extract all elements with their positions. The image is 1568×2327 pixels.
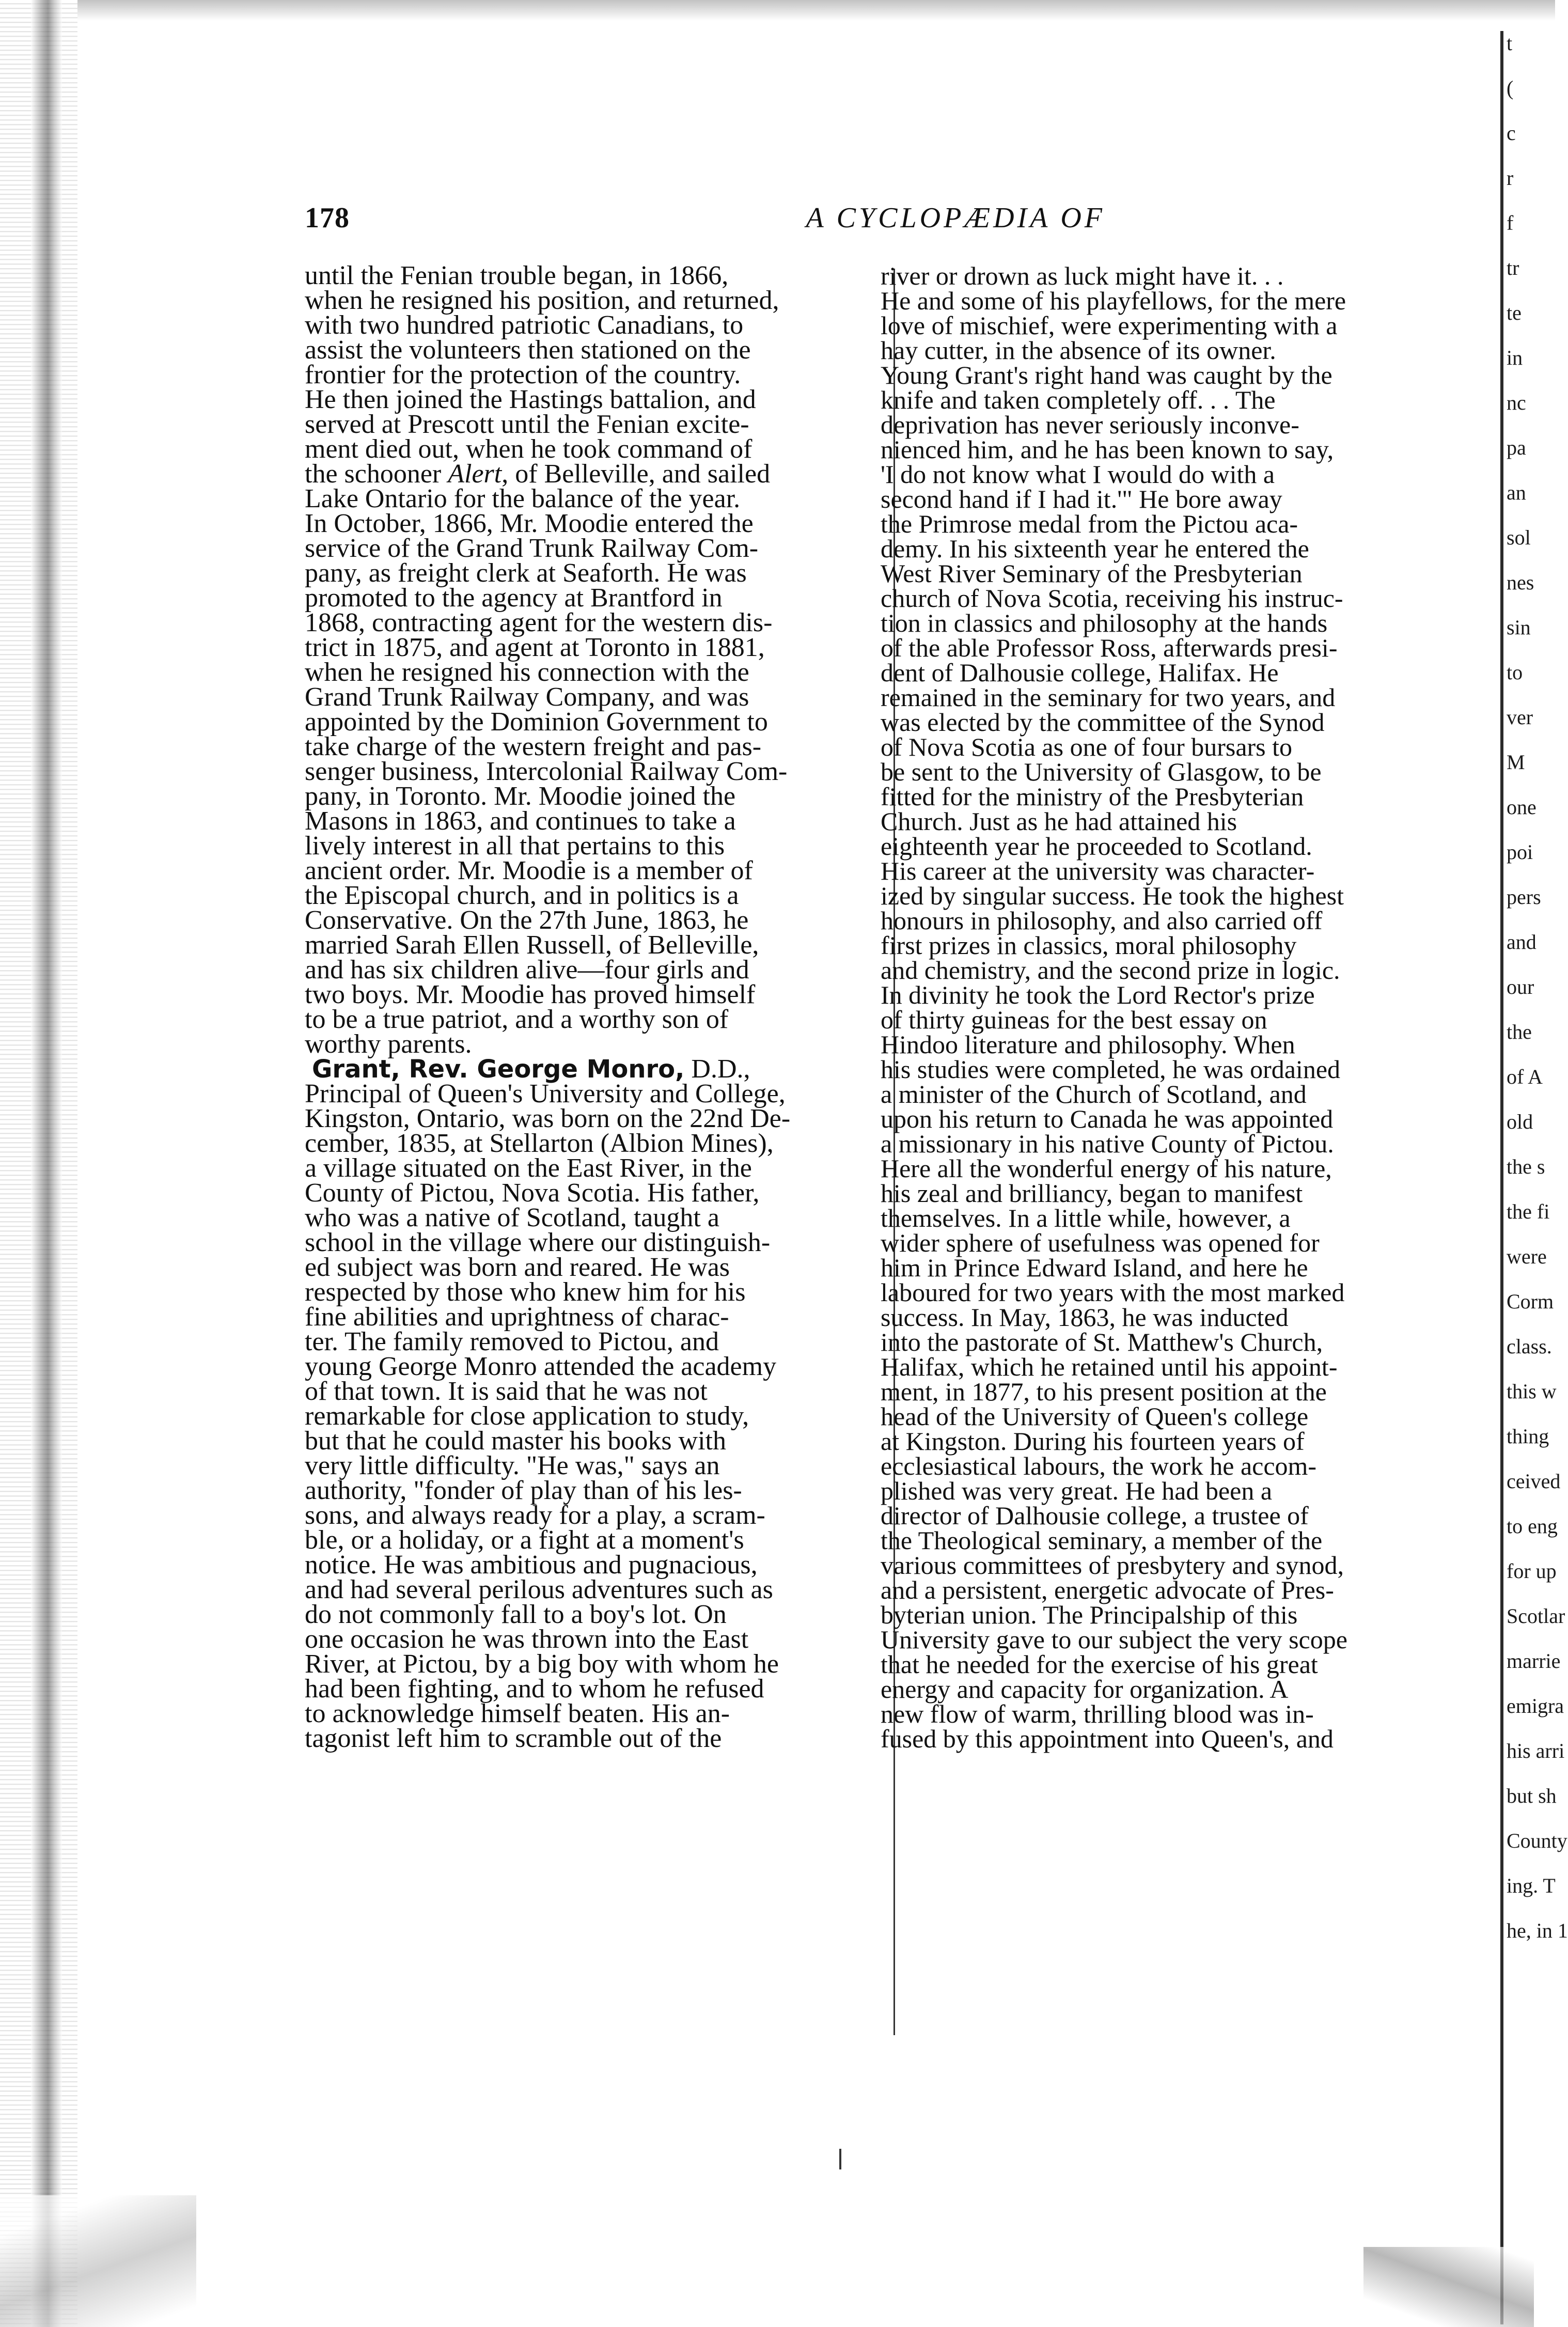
adjacent-page-fragment: an xyxy=(1507,481,1526,504)
text-line: when he resigned his position, and returned, xyxy=(305,286,779,315)
text-line: the Theological seminary, a member of the xyxy=(881,1526,1323,1555)
text-line: University gave to our subject the very scope xyxy=(881,1625,1347,1654)
scan-top-edge xyxy=(77,0,1555,21)
text-line: Church. Just as he had attained his xyxy=(881,807,1237,836)
adjacent-page-fragment: one xyxy=(1507,795,1536,819)
adjacent-page-fragment: nc xyxy=(1507,391,1526,414)
text-line: knife and taken completely off. . . The xyxy=(881,385,1276,414)
adjacent-page-fragment: this w xyxy=(1507,1380,1557,1403)
adjacent-page-fragment: the xyxy=(1507,1020,1532,1043)
text-line: of thirty guineas for the best essay on xyxy=(881,1005,1267,1034)
text-line: themselves. In a little while, however, a xyxy=(881,1204,1291,1232)
text-line: Young Grant's right hand was caught by the xyxy=(881,361,1332,389)
text-line: worthy parents. xyxy=(305,1029,472,1059)
text-line: He then joined the Hastings battalion, and xyxy=(305,385,756,414)
adjacent-page-fragment: t xyxy=(1507,32,1513,55)
right-column xyxy=(881,263,1495,1751)
text-line: served at Prescott until the Fenian excite- xyxy=(305,410,749,439)
text-line: dent of Dalhousie college, Halifax. He xyxy=(881,658,1279,687)
adjacent-page-fragment: the fi xyxy=(1507,1200,1550,1223)
adjacent-page-edge xyxy=(1503,21,1568,2327)
text-line: demy. In his sixteenth year he entered the xyxy=(881,534,1309,563)
text-line: cember, 1835, at Stellarton (Albion Mines), xyxy=(305,1129,774,1158)
page-number: 178 xyxy=(305,202,350,234)
text-line: his studies were completed, he was ordained xyxy=(881,1055,1341,1084)
text-line: the Primrose medal from the Pictou aca- xyxy=(881,509,1298,538)
text-line: the schooner Alert, of Belleville, and sailed xyxy=(305,459,771,489)
text-line: appointed by the Dominion Government to xyxy=(305,707,768,737)
text-line: eighteenth year he proceeded to Scotland. xyxy=(881,832,1312,861)
text-line: ble, or a holiday, or a fight at a moment's xyxy=(305,1525,744,1555)
adjacent-page-fragment: in xyxy=(1507,346,1523,369)
text-line: second hand if I had it.'" He bore away xyxy=(881,485,1282,513)
text-line: success. In May, 1863, he was inducted xyxy=(881,1303,1289,1332)
text-line: of that town. It is said that he was not xyxy=(305,1377,708,1406)
text-line: byterian union. The Principalship of this xyxy=(881,1600,1298,1629)
scan-corner-shadow-left xyxy=(0,2195,196,2327)
text-line: Conservative. On the 27th June, 1863, he xyxy=(305,905,749,935)
text-line: his zeal and brilliancy, began to manifest xyxy=(881,1179,1303,1208)
adjacent-page-fragment: old xyxy=(1507,1110,1533,1133)
adjacent-page-fragment: M xyxy=(1507,751,1525,774)
text-line: fine abilities and uprightness of charac- xyxy=(305,1302,729,1332)
text-line: new flow of warm, thrilling blood was in- xyxy=(881,1699,1314,1728)
text-line: pany, in Toronto. Mr. Moodie joined the xyxy=(305,782,736,811)
text-line: deprivation has never seriously inconve- xyxy=(881,410,1299,439)
scan-corner-shadow-right xyxy=(1363,2247,1534,2327)
text-line: ment died out, when he took command of xyxy=(305,434,752,464)
text-line: of the able Professor Ross, afterwards presi- xyxy=(881,633,1338,662)
stray-ink-mark xyxy=(839,2149,841,2169)
text-line: wider sphere of usefulness was opened for xyxy=(881,1228,1320,1257)
text-line: pany, as freight clerk at Seaforth. He was xyxy=(305,558,747,588)
text-line: tagonist left him to scramble out of the xyxy=(305,1724,722,1753)
text-line: In divinity he took the Lord Rector's prize xyxy=(881,980,1315,1009)
text-line: laboured for two years with the most marked xyxy=(881,1278,1345,1307)
text-line: until the Fenian trouble began, in 1866, xyxy=(305,261,729,290)
text-line: River, at Pictou, by a big boy with whom he xyxy=(305,1649,779,1679)
text-line: head of the University of Queen's college xyxy=(881,1402,1309,1431)
text-line: trict in 1875, and agent at Toronto in 1881, xyxy=(305,633,765,662)
text-line: upon his return to Canada he was appointed xyxy=(881,1104,1334,1133)
text-line: church of Nova Scotia, receiving his instruc- xyxy=(881,584,1343,613)
text-line: respected by those who knew him for his xyxy=(305,1277,746,1307)
adjacent-page-fragment: but sh xyxy=(1507,1784,1557,1807)
text-line: at Kingston. During his fourteen years of xyxy=(881,1427,1305,1456)
adjacent-page-fragment: c xyxy=(1507,121,1516,145)
text-line: him in Prince Edward Island, and here he xyxy=(881,1253,1308,1282)
text-line: and had several perilous adventures such as xyxy=(305,1575,773,1604)
text-line: Halifax, which he retained until his appoint- xyxy=(881,1352,1338,1381)
adjacent-page-fragment: ceived xyxy=(1507,1470,1561,1493)
text-line: married Sarah Ellen Russell, of Belleville, xyxy=(305,930,759,960)
text-line: Kingston, Ontario, was born on the 22nd De- xyxy=(305,1104,791,1133)
text-line: He and some of his playfellows, for the mere xyxy=(881,286,1346,315)
text-line: young George Monro attended the academy xyxy=(305,1352,777,1381)
adjacent-page-fragment: nes xyxy=(1507,571,1534,594)
text-line: hay cutter, in the absence of its owner. xyxy=(881,336,1276,365)
adjacent-page-fragment: sol xyxy=(1507,526,1531,549)
text-line: remained in the seminary for two years, and xyxy=(881,683,1336,712)
text-line: who was a native of Scotland, taught a xyxy=(305,1203,719,1232)
text-line: fitted for the ministry of the Presbyterian xyxy=(881,782,1304,811)
text-line: a village situated on the East River, in the xyxy=(305,1153,752,1183)
text-line: ized by singular success. He took the highest xyxy=(881,881,1344,910)
text-line: Here all the wonderful energy of his nature, xyxy=(881,1154,1332,1183)
text-line: tion in classics and philosophy at the hands xyxy=(881,608,1328,637)
adjacent-page-fragment: his arri xyxy=(1507,1739,1565,1762)
text-line: plished was very great. He had been a xyxy=(881,1476,1273,1505)
text-line: with two hundred patriotic Canadians, to xyxy=(305,310,744,340)
text-line: service of the Grand Trunk Railway Com- xyxy=(305,534,759,563)
adjacent-page-fragment: our xyxy=(1507,975,1534,998)
text-line: be sent to the University of Glasgow, to be xyxy=(881,757,1322,786)
adjacent-page-fragment: for up xyxy=(1507,1559,1557,1583)
text-line: In October, 1866, Mr. Moodie entered the xyxy=(305,509,754,538)
adjacent-page-fragment: the s xyxy=(1507,1155,1545,1178)
text-line: promoted to the agency at Brantford in xyxy=(305,583,723,613)
text-line: energy and capacity for organization. A xyxy=(881,1675,1289,1704)
text-line: first prizes in classics, moral philosophy xyxy=(881,931,1297,960)
text-line: senger business, Intercolonial Railway Com- xyxy=(305,757,788,786)
adjacent-page-fragment: Scotlar xyxy=(1507,1604,1565,1628)
adjacent-page-fragment: thing xyxy=(1507,1425,1549,1448)
text-line: 'I do not know what I would do with a xyxy=(881,460,1275,489)
adjacent-page-fragment: ver xyxy=(1507,706,1533,729)
text-line: and has six children alive—four girls and xyxy=(305,955,749,985)
text-line: various committees of presbytery and synod, xyxy=(881,1551,1344,1580)
entry-heading-line xyxy=(305,1054,896,1084)
text-line: that he needed for the exercise of his great xyxy=(881,1650,1318,1679)
text-line: very little difficulty. "He was," says an xyxy=(305,1451,720,1480)
text-line: do not commonly fall to a boy's lot. On xyxy=(305,1600,727,1629)
text-line: Lake Ontario for the balance of the year. xyxy=(305,484,741,513)
text-line: the Episcopal church, and in politics is a xyxy=(305,881,739,910)
text-line: take charge of the western freight and pas- xyxy=(305,732,762,761)
text-line: but that he could master his books with xyxy=(305,1426,727,1456)
text-line: one occasion he was thrown into the East xyxy=(305,1625,749,1654)
text-line: and chemistry, and the second prize in logic. xyxy=(881,956,1340,985)
adjacent-page-fragment: ( xyxy=(1507,76,1514,100)
text-line: nienced him, and he has been known to say, xyxy=(881,435,1334,464)
text-line: fused by this appointment into Queen's, and xyxy=(881,1724,1334,1753)
text-line: remarkable for close application to study, xyxy=(305,1401,749,1431)
adjacent-page-fragment: pa xyxy=(1507,436,1526,459)
adjacent-page-fragment: County xyxy=(1507,1829,1567,1852)
text-line: Hindoo literature and philosophy. When xyxy=(881,1030,1295,1059)
adjacent-page-fragment: sin xyxy=(1507,616,1531,639)
adjacent-page-fragment: pers xyxy=(1507,885,1541,909)
text-line: West River Seminary of the Presbyterian xyxy=(881,559,1303,588)
text-line: assist the volunteers then stationed on the xyxy=(305,335,751,365)
text-line: school in the village where our distinguish- xyxy=(305,1228,771,1257)
adjacent-page-fragment: ing. T xyxy=(1507,1874,1556,1897)
text-line: a minister of the Church of Scotland, and xyxy=(881,1080,1307,1108)
left-column xyxy=(305,263,888,1751)
adjacent-page-fragment: te xyxy=(1507,301,1522,324)
adjacent-page-fragment: poi xyxy=(1507,840,1533,864)
text-line: His career at the university was character- xyxy=(881,856,1315,885)
text-line: sons, and always ready for a play, a scram- xyxy=(305,1501,765,1530)
entry-heading: Grant, Rev. George Monro, xyxy=(312,1055,685,1084)
text-line: to acknowledge himself beaten. His an- xyxy=(305,1699,730,1728)
text-line: ter. The family removed to Pictou, and xyxy=(305,1327,719,1356)
adjacent-page-fragment: f xyxy=(1507,211,1514,235)
text-line: County of Pictou, Nova Scotia. His father, xyxy=(305,1178,760,1208)
adjacent-page-fragment: tr xyxy=(1507,256,1519,279)
entry-heading-degree: D.D., xyxy=(684,1054,750,1084)
adjacent-page-fragment: were xyxy=(1507,1245,1547,1268)
text-line: frontier for the protection of the country. xyxy=(305,360,741,389)
text-line: Masons in 1863, and continues to take a xyxy=(305,806,736,836)
adjacent-page-fragment: class. xyxy=(1507,1335,1552,1358)
running-head: A CYCLOPÆDIA OF xyxy=(806,202,1105,234)
text-line: ed subject was born and reared. He was xyxy=(305,1253,730,1282)
text-line: of Nova Scotia as one of four bursars to xyxy=(881,732,1293,761)
text-line: and a persistent, energetic advocate of Pres- xyxy=(881,1575,1334,1604)
adjacent-page-fragment: to eng xyxy=(1507,1514,1558,1538)
text-line: river or drown as luck might have it. . . xyxy=(881,261,1284,290)
text-line: a missionary in his native County of Pictou. xyxy=(881,1129,1334,1158)
text-line: honours in philosophy, and also carried off xyxy=(881,906,1323,935)
adjacent-page-fragment: emigra xyxy=(1507,1694,1564,1717)
text-line: ment, in 1877, to his present position at the xyxy=(881,1377,1327,1406)
text-line: Principal of Queen's University and College, xyxy=(305,1079,786,1108)
text-line: Grand Trunk Railway Company, and was xyxy=(305,682,749,712)
text-line: two boys. Mr. Moodie has proved himself xyxy=(305,980,756,1009)
text-line: authority, "fonder of play than of his les- xyxy=(305,1476,742,1505)
text-line: love of mischief, were experimenting with a xyxy=(881,311,1338,340)
text-line: had been fighting, and to whom he refused xyxy=(305,1674,764,1704)
page-header xyxy=(305,201,1105,243)
adjacent-page-fragment: r xyxy=(1507,166,1514,190)
text-line: ecclesiastical labours, the work he accom- xyxy=(881,1451,1317,1480)
text-line: to be a true patriot, and a worthy son of xyxy=(305,1005,729,1034)
adjacent-page-fragment: he, in 1 xyxy=(1507,1919,1568,1942)
text-line: was elected by the committee of the Synod xyxy=(881,708,1325,737)
adjacent-page-fragment: and xyxy=(1507,930,1536,954)
text-line: into the pastorate of St. Matthew's Church, xyxy=(881,1328,1323,1356)
adjacent-page-fragment: of A xyxy=(1507,1065,1543,1088)
text-line: lively interest in all that pertains to this xyxy=(305,831,725,861)
text-line: ancient order. Mr. Moodie is a member of xyxy=(305,856,753,885)
text-line: 1868, contracting agent for the western dis- xyxy=(305,608,773,637)
scan-binding-shadow xyxy=(0,0,77,2327)
adjacent-page-fragment: Corm xyxy=(1507,1290,1554,1313)
text-line: when he resigned his connection with the xyxy=(305,658,749,687)
adjacent-page-fragment: to xyxy=(1507,661,1523,684)
text-line: notice. He was ambitious and pugnacious, xyxy=(305,1550,758,1580)
text-line: director of Dalhousie college, a trustee of xyxy=(881,1501,1309,1530)
adjacent-page-fragment: marrie xyxy=(1507,1649,1561,1673)
